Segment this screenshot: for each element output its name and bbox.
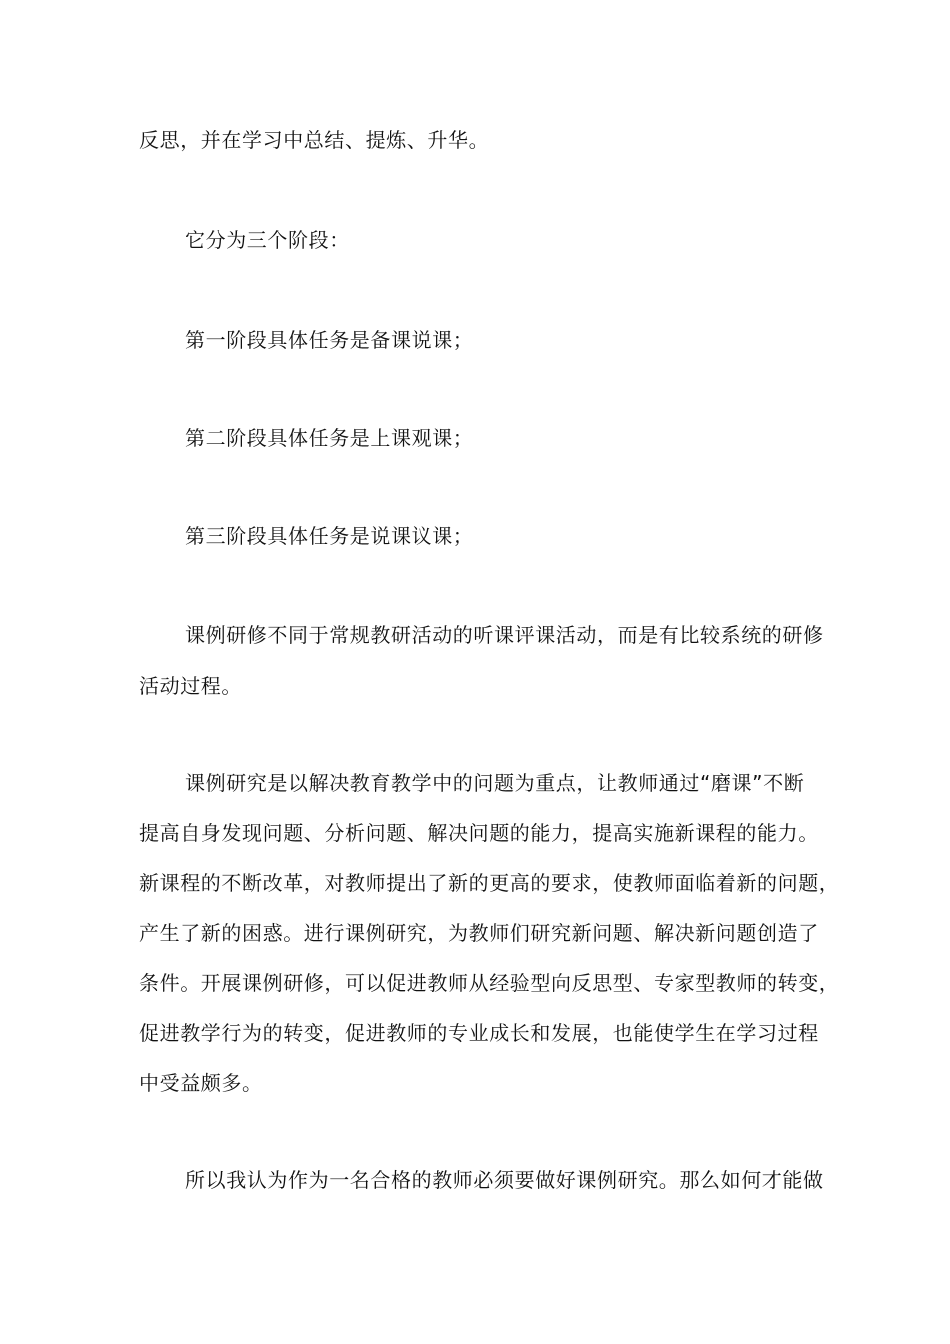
paragraph-line: 第二阶段具体任务是上课观课； xyxy=(185,426,474,450)
paragraph-line: 新课程的不断改革，对教师提出了新的更高的要求，使教师面临着新的问题， xyxy=(139,871,840,895)
paragraph-line: 提高自身发现问题、分析问题、解决问题的能力，提高实施新课程的能力。 xyxy=(139,821,819,845)
paragraph-line: 反思，并在学习中总结、提炼、升华。 xyxy=(139,128,490,152)
paragraph-line: 第三阶段具体任务是说课议课； xyxy=(185,524,474,548)
paragraph-line: 产生了新的困惑。进行课例研究，为教师们研究新问题、解决新问题创造了 xyxy=(139,921,819,945)
paragraph-line: 活动过程。 xyxy=(139,674,242,698)
paragraph-line: 课例研修不同于常规教研活动的听课评课活动，而是有比较系统的研修 xyxy=(185,623,824,647)
paragraph-line: 中受益颇多。 xyxy=(139,1071,263,1095)
paragraph-line: 课例研究是以解决教育教学中的问题为重点，让教师通过“磨课”不断 xyxy=(185,771,805,795)
paragraph-line: 促进教学行为的转变，促进教师的专业成长和发展，也能使学生在学习过程 xyxy=(139,1021,819,1045)
paragraph-line: 所以我认为作为一名合格的教师必须要做好课例研究。那么如何才能做 xyxy=(185,1168,824,1192)
paragraph-line: 第一阶段具体任务是备课说课； xyxy=(185,328,474,352)
paragraph-line: 它分为三个阶段： xyxy=(185,228,350,252)
paragraph-line: 条件。开展课例研修，可以促进教师从经验型向反思型、专家型教师的转变， xyxy=(139,971,840,995)
